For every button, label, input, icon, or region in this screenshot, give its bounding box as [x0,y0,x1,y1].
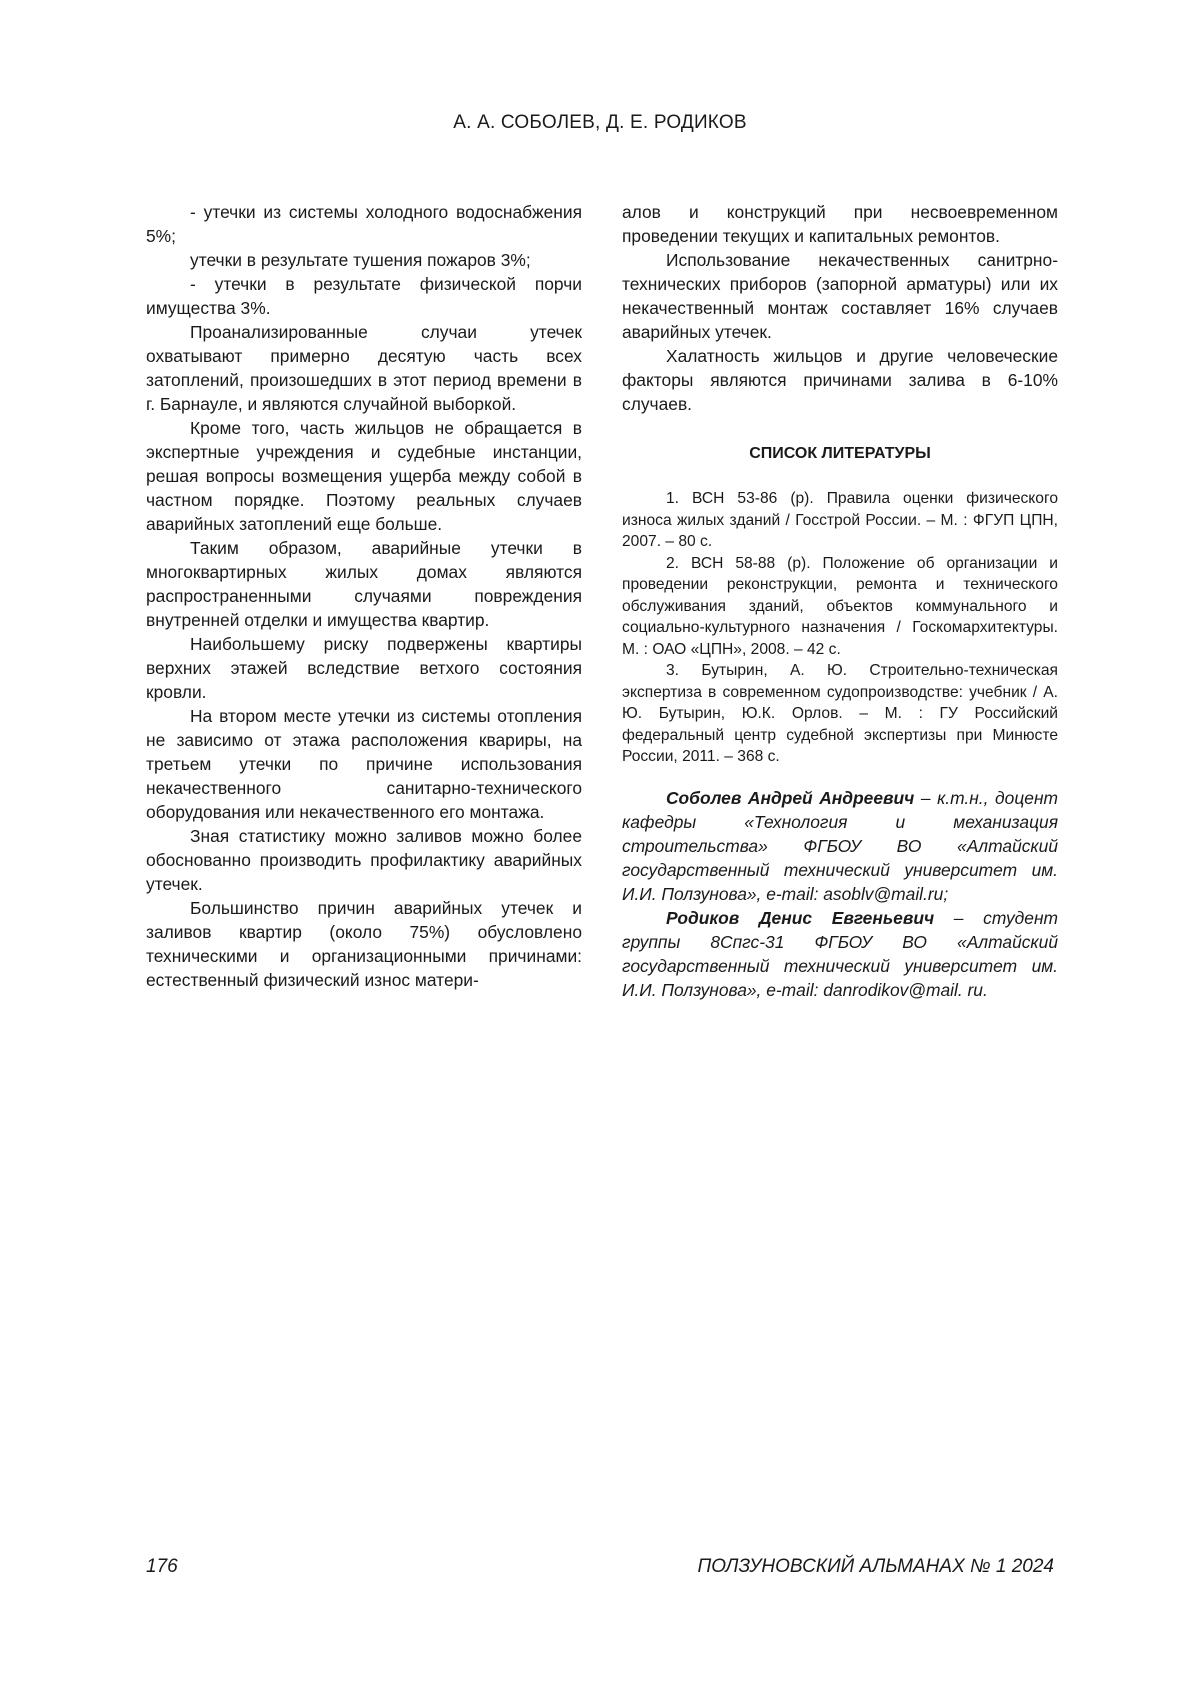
page-number: 176 [146,1556,178,1577]
reference-item: 1. ВСН 53-86 (р). Правила оценки физического износа жилых зданий / Госстрой России. – М. : ФГУП ЦПН, 2007. – 80 с. [622,490,1058,550]
body-paragraph: Кроме того, часть жильцов не обращается в экспертные учреждения и судебные инстанции, решая вопросы возмещения ущерба между собой в частном порядке. Поэтому реальных случаев аварийных затоплений еще больше. [146,418,582,534]
body-paragraph: Зная статистику можно заливов можно более обоснованно производить профилактику аварийных утечек. [146,826,582,894]
body-paragraph: - утечки в результате физической порчи имущества 3%. [146,274,582,318]
right-column [622,200,1058,1002]
body-paragraph: - утечки из системы холодного водоснабжения 5%; [146,202,582,246]
body-paragraph: Большинство причин аварийных утечек и заливов квартир (около 75%) обусловлено техническими и организационными причинами: естественный физический износ матери- [146,898,582,990]
author-name: Соболев Андрей Андреевич [666,787,915,808]
left-column [146,200,582,992]
reference-item: 2. ВСН 58-88 (р). Положение об организации и проведении реконструкции, ремонта и технического обслуживания зданий, объектов коммунального и социально-культурного назначения / Госкомархитектуры. М. : ОАО «ЦПН», 2008. – 42 с. [622,554,1058,658]
body-paragraph: алов и конструкций при несвоевременном проведении текущих и капитальных ремонтов. [622,202,1058,246]
author-details: – к.т.н., доцент кафедры «Технология и механизация строительства» ФГБОУ ВО «Алтайский государственный технический университет им. И.И. Ползунова», e-mail: asoblv@mail.ru; [622,787,1059,904]
author-info [622,906,1058,1002]
reference-item: 3. Бутырин, А. Ю. Строительно-техническая экспертиза в современном судопроизводстве: учебник / А. Ю. Бутырин, Ю.К. Орлов. – М. : ГУ Российский федеральный центр судебной экспертизы при Минюсте России, 2011. – 368 с. [622,662,1058,765]
body-paragraph: Таким образом, аварийные утечки в многоквартирных жилых домах являются распространенными случаями повреждения внутренней отделки и имущества квартир. [146,538,582,630]
body-paragraph: Проанализированные случаи утечек охватывают примерно десятую часть всех затоплений, произошедших в этот период времени в г. Барнауле, и являются случайной выборкой. [146,322,582,414]
author-name: Родиков Денис Евгеньевич [666,907,935,928]
running-header: А. А. СОБОЛЕВ, Д. Е. РОДИКОВ [453,112,747,133]
journal-title: ПОЛЗУНОВСКИЙ АЛЬМАНАХ № 1 2024 [697,1556,1054,1577]
author-info [622,786,1058,906]
body-paragraph: Наибольшему риску подвержены квартиры верхних этажей вследствие ветхого состояния кровли. [146,634,582,702]
body-paragraph: Использование некачественных санитрно-технических приборов (запорной арматуры) или их некачественный монтаж составляет 16% случаев аварийных утечек. [622,250,1058,342]
references-heading: СПИСОК ЛИТЕРАТУРЫ [749,445,931,462]
author-details: – студент группы 8Спгс-31 ФГБОУ ВО «Алтайский государственный технический университет им. И.И. Ползунова», e-mail: danrodikov@mail. ru. [622,907,1058,1000]
body-paragraph: Халатность жильцов и другие человеческие факторы являются причинами залива в 6-10% случаев. [622,346,1058,414]
body-paragraph: На втором месте утечки из системы отопления не зависимо от этажа расположения квариры, на третьем утечки по причине использования некачественного санитарно-технического оборудования или некачественного его монтажа. [146,706,582,822]
body-paragraph: утечки в результате тушения пожаров 3%; [190,250,531,270]
